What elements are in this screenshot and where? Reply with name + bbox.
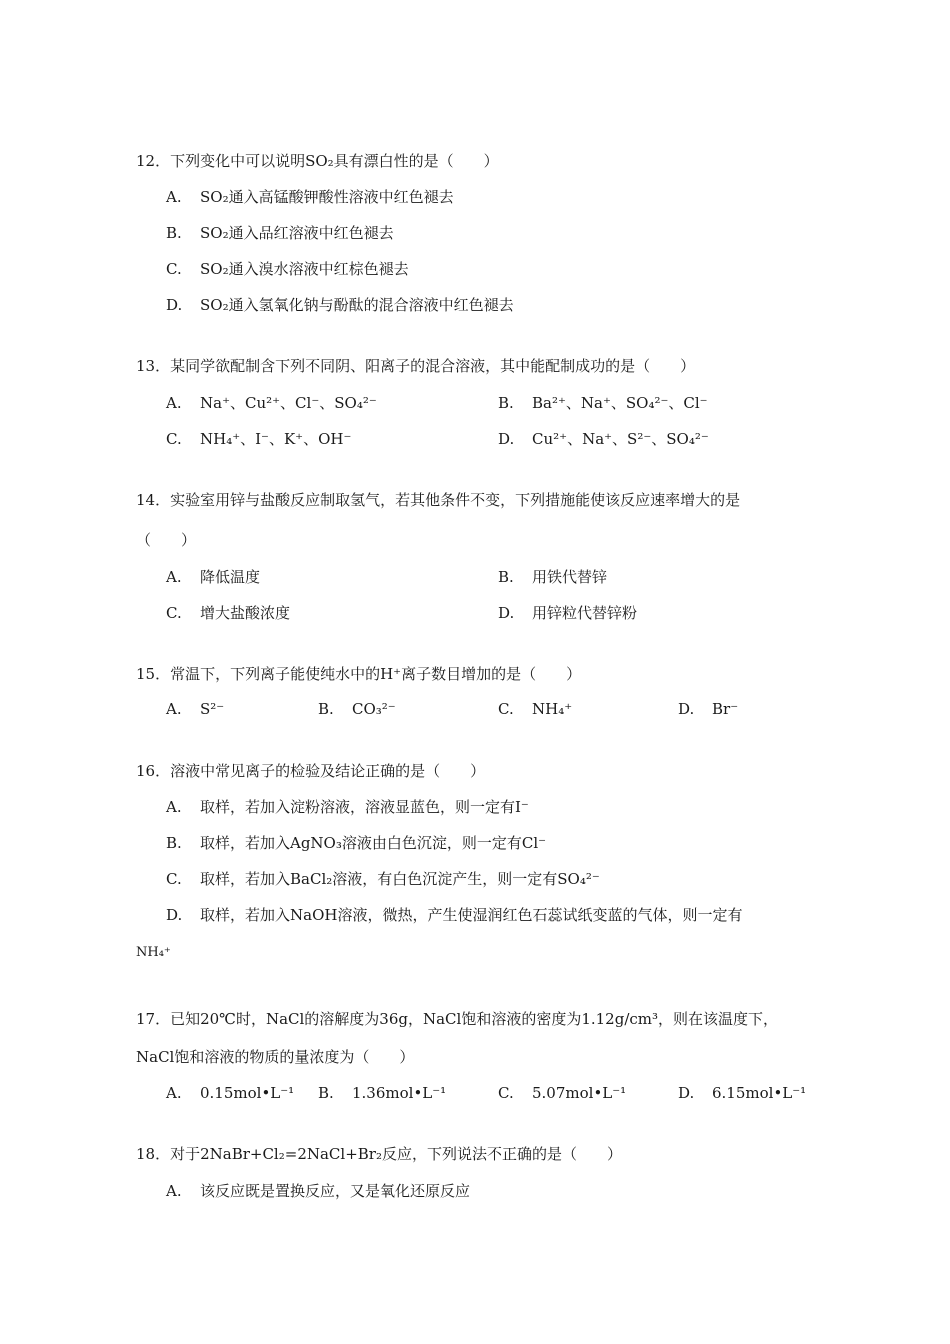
question-14-stem: 14．实验室用锌与盐酸反应制取氢气，若其他条件不变，下列措施能使该反应速率增大的是: [136, 491, 741, 509]
question-13-option-a: A. Na⁺、Cu²⁺、Cl⁻、SO₄²⁻: [166, 394, 377, 412]
question-17-option-b: B. 1.36mol•L⁻¹: [318, 1084, 447, 1102]
question-16-option-c: C. 取样，若加入BaCl₂溶液，有白色沉淀产生，则一定有SO₄²⁻: [166, 870, 600, 888]
question-13-option-d: D. Cu²⁺、Na⁺、S²⁻、SO₄²⁻: [498, 430, 709, 448]
question-13-option-b: B. Ba²⁺、Na⁺、SO₄²⁻、Cl⁻: [498, 394, 708, 412]
question-13-option-c: C. NH₄⁺、I⁻、K⁺、OH⁻: [166, 430, 352, 448]
question-17-stem-continued: NaCl饱和溶液的物质的量浓度为（ ）: [136, 1048, 415, 1066]
question-14-option-c: C. 增大盐酸浓度: [166, 604, 291, 622]
question-14-option-a: A. 降低温度: [166, 568, 261, 586]
question-16-option-b: B. 取样，若加入AgNO₃溶液由白色沉淀，则一定有Cl⁻: [166, 834, 547, 852]
question-15-option-b: B. CO₃²⁻: [318, 700, 396, 718]
question-17-option-d: D. 6.15mol•L⁻¹: [678, 1084, 807, 1102]
question-14-option-d: D. 用锌粒代替锌粉: [498, 604, 638, 622]
question-15-option-c: C. NH₄⁺: [498, 700, 573, 718]
question-16-option-d-continued: NH₄⁺: [136, 945, 171, 960]
question-12-option-d: D. SO₂通入氢氧化钠与酚酞的混合溶液中红色褪去: [166, 296, 514, 314]
question-16-option-d: D. 取样，若加入NaOH溶液，微热，产生使湿润红色石蕊试纸变蓝的气体，则一定有: [166, 906, 743, 924]
question-13-stem: 13．某同学欲配制含下列不同阴、阳离子的混合溶液，其中能配制成功的是（ ）: [136, 357, 696, 375]
question-14-option-b: B. 用铁代替锌: [498, 568, 608, 586]
question-18-stem: 18．对于2NaBr+Cl₂=2NaCl+Br₂反应，下列说法不正确的是（ ）: [136, 1145, 622, 1163]
question-17-stem: 17．已知20℃时，NaCl的溶解度为36g，NaCl饱和溶液的密度为1.12g/cm³，则在该温度下，: [136, 1010, 779, 1028]
question-17-option-a: A. 0.15mol•L⁻¹: [166, 1084, 295, 1102]
question-12-option-b: B. SO₂通入品红溶液中红色褪去: [166, 224, 394, 242]
question-16-stem: 16．溶液中常见离子的检验及结论正确的是（ ）: [136, 762, 486, 780]
question-16-option-a: A. 取样，若加入淀粉溶液，溶液显蓝色，则一定有I⁻: [166, 798, 529, 816]
question-17-option-c: C. 5.07mol•L⁻¹: [498, 1084, 627, 1102]
question-15-stem: 15．常温下，下列离子能使纯水中的H⁺离子数目增加的是（ ）: [136, 665, 582, 683]
question-15-option-d: D. Br⁻: [678, 700, 739, 718]
question-14-answer-blank: （ ）: [136, 531, 197, 549]
question-15-option-a: A. S²⁻: [166, 700, 225, 718]
question-18-option-a: A. 该反应既是置换反应，又是氧化还原反应: [166, 1182, 471, 1200]
question-12-option-c: C. SO₂通入溴水溶液中红棕色褪去: [166, 260, 409, 278]
question-12-option-a: A. SO₂通入高锰酸钾酸性溶液中红色褪去: [166, 188, 454, 206]
question-12-stem: 12．下列变化中可以说明SO₂具有漂白性的是（ ）: [136, 152, 499, 170]
